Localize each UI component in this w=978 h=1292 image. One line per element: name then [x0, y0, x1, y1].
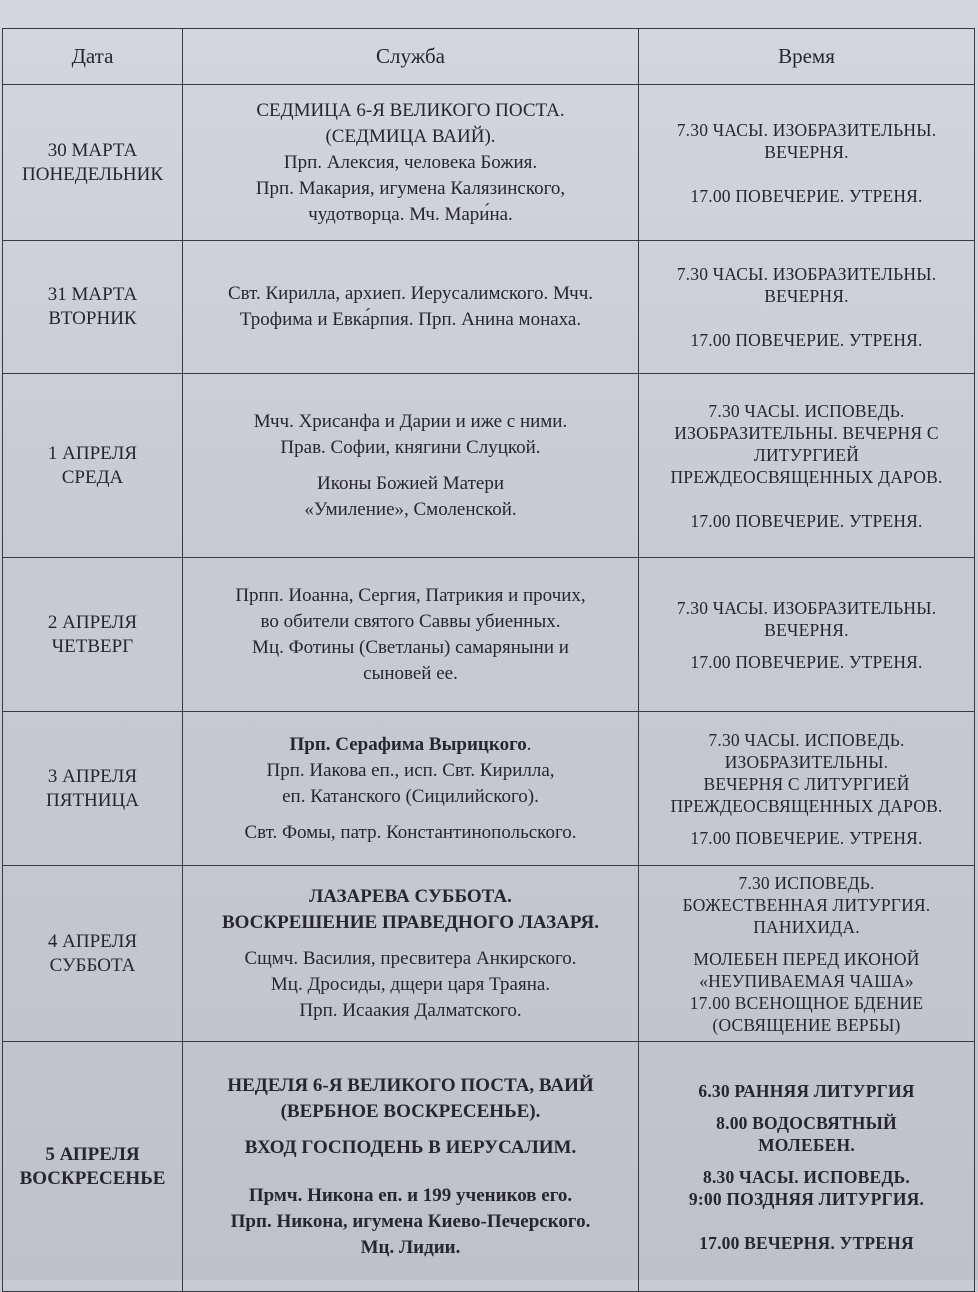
time-cell — [639, 85, 975, 241]
service-line: Сщмч. Василия, пресвитера Анкирского. — [244, 947, 577, 969]
table-row — [3, 1042, 975, 1292]
date-day: 3 АПРЕЛЯ — [47, 765, 138, 787]
date-weekday: ПЯТНИЦА — [46, 789, 139, 811]
service-line: Мц. Дросиды, дщери царя Траяна. — [270, 973, 551, 995]
service-line: Мчч. Хрисанфа и Дарии и иже с ними. — [253, 410, 568, 432]
time-line: ВЕЧЕРНЯ. — [764, 141, 849, 162]
date-cell — [3, 866, 183, 1042]
time-line: МОЛЕБЕН. — [758, 1134, 855, 1155]
time-cell — [639, 374, 975, 558]
time-line: 17.00 ВСЕНОЩНОЕ БДЕНИЕ — [689, 992, 924, 1013]
service-line: еп. Катанского (Сицилийского). — [282, 785, 539, 807]
header-row — [3, 29, 975, 85]
time-line: 8.00 ВОДОСВЯТНЫЙ — [716, 1112, 897, 1133]
table-row — [3, 241, 975, 374]
date-cell — [3, 85, 183, 241]
time-line: ВЕЧЕРНЯ. — [764, 286, 849, 306]
time-line: 7.30 ЧАСЫ. ИЗОБРАЗИТЕЛЬНЫ. — [676, 119, 937, 140]
time-line: МОЛЕБЕН ПЕРЕД ИКОНОЙ — [693, 948, 920, 969]
service-line: Прмч. Никона еп. и 199 учеников его. — [248, 1184, 573, 1206]
time-line: 9:00 ПОЗДНЯЯ ЛИТУРГИЯ. — [688, 1188, 925, 1209]
time-line: ЛИТУРГИЕЙ — [753, 444, 860, 465]
service-line: Мц. Лидии. — [360, 1236, 461, 1258]
service-line: Мц. Фотины (Светланы) самаряныни и — [252, 636, 569, 658]
date-day: 2 АПРЕЛЯ — [47, 611, 138, 633]
schedule-table — [2, 28, 975, 1292]
time-cell — [639, 712, 975, 866]
time-line: 7.30 ЧАСЫ. ИСПОВЕДЬ. — [708, 729, 905, 750]
date-day: 5 АПРЕЛЯ — [45, 1143, 140, 1165]
date-cell — [3, 1042, 183, 1292]
date-cell — [3, 712, 183, 866]
service-line: Прп. Макария, игумена Калязинского, — [255, 177, 566, 199]
time-line: ВЕЧЕРНЯ С ЛИТУРГИЕЙ — [703, 773, 910, 794]
time-cell — [639, 241, 975, 374]
header-date: Дата — [3, 29, 183, 85]
service-cell — [183, 241, 639, 374]
time-line: 7.30 ЧАСЫ. ИСПОВЕДЬ. — [708, 400, 905, 421]
table-row — [3, 374, 975, 558]
date-cell — [3, 558, 183, 712]
time-line: ПРЕЖДЕОСВЯЩЕННЫХ ДАРОВ. — [670, 795, 943, 816]
table-row — [3, 558, 975, 712]
time-line: ПРЕЖДЕОСВЯЩЕННЫХ ДАРОВ. — [670, 466, 943, 487]
service-line: Прпп. Иоанна, Сергия, Патрикия и прочих, — [235, 584, 586, 606]
table-row — [3, 866, 975, 1042]
time-line: (ОСВЯЩЕНИЕ ВЕРБЫ) — [712, 1014, 901, 1035]
time-line: ИЗОБРАЗИТЕЛЬНЫ. ВЕЧЕРНЯ С — [674, 422, 939, 443]
date-weekday: ЧЕТВЕРГ — [51, 635, 134, 657]
time-cell — [639, 558, 975, 712]
date-day: 31 МАРТА — [47, 284, 138, 305]
service-line: во обители святого Саввы убиенных. — [260, 610, 561, 632]
header-time: Время — [639, 29, 975, 85]
date-day: 30 МАРТА — [47, 139, 138, 161]
service-period: . — [526, 733, 532, 755]
service-line: Прп. Алексия, человека Божия. — [283, 151, 538, 173]
time-line: 17.00 ПОВЕЧЕРИЕ. УТРЕНЯ. — [690, 330, 923, 350]
time-line: ВЕЧЕРНЯ. — [764, 619, 849, 640]
time-line: 17.00 ПОВЕЧЕРИЕ. УТРЕНЯ. — [690, 651, 923, 672]
time-line: 7.30 ИСПОВЕДЬ. — [738, 872, 875, 893]
time-line: 7.30 ЧАСЫ. ИЗОБРАЗИТЕЛЬНЫ. — [676, 264, 937, 284]
time-line: 7.30 ЧАСЫ. ИЗОБРАЗИТЕЛЬНЫ. — [676, 597, 937, 618]
date-weekday: СРЕДА — [61, 466, 124, 488]
service-line: чудотворца. Мч. Мари́на. — [308, 203, 513, 225]
service-line: Трофима и Евка́рпия. Прп. Анина монаха. — [239, 309, 582, 330]
service-cell — [183, 712, 639, 866]
date-weekday: ПОНЕДЕЛЬНИК — [22, 163, 163, 185]
service-cell — [183, 1042, 639, 1292]
time-line: 17.00 ПОВЕЧЕРИЕ. УТРЕНЯ. — [690, 185, 923, 206]
service-line: Прав. Софии, княгини Слуцкой. — [280, 436, 541, 458]
service-heading: НЕДЕЛЯ 6-Я ВЕЛИКОГО ПОСТА, ВАИЙ — [227, 1074, 594, 1096]
header-service: Служба — [183, 29, 639, 85]
service-line: Свт. Фомы, патр. Константинопольского. — [244, 821, 577, 843]
service-heading: (ВЕРБНОЕ ВОСКРЕСЕНЬЕ). — [280, 1100, 541, 1122]
date-cell — [3, 241, 183, 374]
time-line: 17.00 ВЕЧЕРНЯ. УТРЕНЯ — [699, 1232, 914, 1253]
service-line-title — [189, 732, 632, 758]
service-line: «Умиление», Смоленской. — [304, 498, 517, 520]
service-line: СЕДМИЦА 6-Я ВЕЛИКОГО ПОСТА. — [256, 99, 565, 121]
service-line: (СЕДМИЦА ВАИЙ). — [325, 125, 496, 147]
time-line: ИЗОБРАЗИТЕЛЬНЫ. — [724, 751, 889, 772]
service-cell — [183, 558, 639, 712]
date-weekday: ВТОРНИК — [48, 308, 137, 329]
time-line: 8.30 ЧАСЫ. ИСПОВЕДЬ. — [703, 1166, 910, 1187]
date-day: 4 АПРЕЛЯ — [47, 930, 138, 952]
time-cell — [639, 866, 975, 1042]
table-row — [3, 712, 975, 866]
service-line: Иконы Божией Матери — [317, 472, 504, 494]
time-line: 17.00 ПОВЕЧЕРИЕ. УТРЕНЯ. — [690, 827, 923, 848]
service-line: Прп. Исаакия Далматского. — [299, 999, 522, 1021]
table-row — [3, 85, 975, 241]
time-line: ПАНИХИДА. — [753, 916, 860, 937]
service-heading: ВОСКРЕШЕНИЕ ПРАВЕДНОГО ЛАЗАРЯ. — [221, 911, 600, 933]
service-line: Прп. Никона, игумена Киево-Печерского. — [230, 1210, 591, 1232]
date-weekday: СУББОТА — [49, 954, 136, 976]
service-line: Свт. Кирилла, архиеп. Иерусалимского. Мчч. — [227, 283, 594, 304]
saint-name-bold: Прп. Серафима Вырицкого — [289, 733, 527, 755]
service-heading: ЛАЗАРЕВА СУББОТА. — [309, 885, 512, 907]
date-cell — [3, 374, 183, 558]
time-line: «НЕУПИВАЕМАЯ ЧАША» — [699, 970, 914, 991]
date-day: 1 АПРЕЛЯ — [47, 442, 138, 464]
service-line: сыновей ее. — [363, 662, 458, 684]
time-line: 17.00 ПОВЕЧЕРИЕ. УТРЕНЯ. — [690, 510, 923, 531]
date-weekday: ВОСКРЕСЕНЬЕ — [19, 1167, 166, 1189]
service-cell — [183, 866, 639, 1042]
time-line: 6.30 РАННЯЯ ЛИТУРГИЯ — [698, 1080, 915, 1101]
service-line: Прп. Иакова еп., исп. Свт. Кирилла, — [266, 759, 555, 781]
time-line: БОЖЕСТВЕННАЯ ЛИТУРГИЯ. — [682, 894, 931, 915]
service-cell — [183, 374, 639, 558]
service-heading: ВХОД ГОСПОДЕНЬ В ИЕРУСАЛИМ. — [244, 1136, 577, 1158]
time-cell — [639, 1042, 975, 1292]
service-cell — [183, 85, 639, 241]
